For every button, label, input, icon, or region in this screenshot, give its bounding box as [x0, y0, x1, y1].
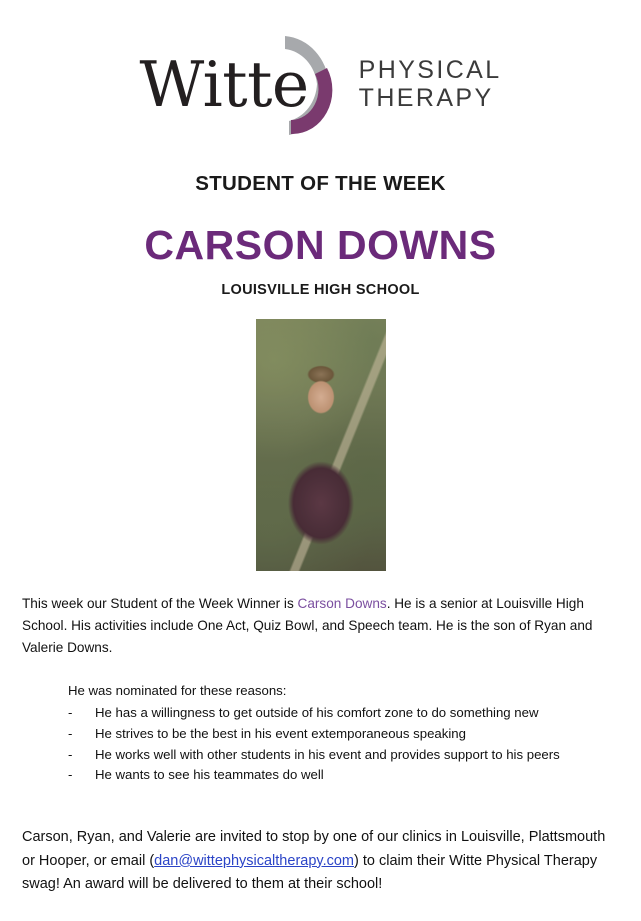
student-name: CARSON DOWNS [144, 222, 497, 268]
closing-text-part1: Carson, Ryan, and Valerie are invited to stop by one of our clinics in Louisville, Plattsmouth or Hooper, or email ( [22, 829, 606, 869]
award-title: STUDENT OF THE WEEK [195, 172, 446, 195]
photo-image [256, 319, 386, 571]
reasons-title: He was nominated for these reasons: [68, 683, 287, 699]
logo-line-physical: PHYSICAL [358, 56, 502, 84]
student-photo [256, 319, 386, 571]
reason-text: He strives to be the best in his event extemporaneous speaking [95, 725, 466, 741]
email-link[interactable]: dan@wittephysicaltherapy.com [154, 852, 354, 869]
intro-text-part1: This week our Student of the Week Winner is [22, 596, 298, 611]
bullet-dash: - [68, 725, 73, 741]
school-name: LOUISVILLE HIGH SCHOOL [221, 282, 420, 298]
intro-paragraph [22, 593, 619, 659]
bullet-dash: - [68, 767, 73, 783]
intro-student-highlight: Carson Downs [297, 596, 387, 611]
reason-text: He wants to see his teammates do well [95, 767, 324, 783]
intro-text-part2: . He is a senior at Louisville High School. His activities include One Act, Quiz Bowl, and Speech team. He is the son of Ryan and Valerie Downs. [22, 596, 593, 656]
brand-logo [22, 14, 619, 154]
list-item [68, 724, 619, 745]
logo-wordmark: Witte [139, 47, 309, 121]
nomination-reasons [22, 681, 619, 786]
logo-mark [139, 28, 342, 140]
bullet-dash: - [68, 746, 73, 762]
list-item [68, 703, 619, 724]
reason-text: He has a willingness to get outside of his comfort zone to do something new [95, 704, 539, 720]
logo-line-therapy: THERAPY [358, 84, 494, 112]
flyer-page [0, 14, 641, 921]
closing-paragraph [22, 826, 619, 896]
logo-text [359, 56, 502, 112]
closing-text-part2: ) to claim their Witte Physical Therapy swag! An award will be delivered to them at their school! [22, 852, 598, 893]
bullet-dash: - [68, 704, 73, 720]
reason-text: He works well with other students in his event and provides support to his peers [95, 746, 560, 762]
list-item [68, 765, 619, 786]
list-item [68, 745, 619, 766]
